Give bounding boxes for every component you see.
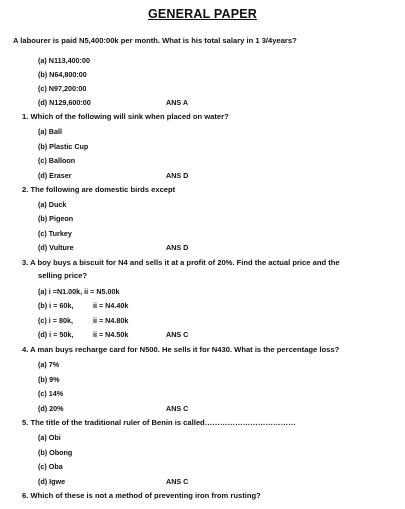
q3-option-d-ii: ii = N4.50k: [93, 330, 129, 339]
q3-option-c-ii: ii = N4.80k: [93, 316, 129, 325]
q1-option-d: (d) Eraser: [38, 171, 72, 180]
q6-question: 6. Which of these is not a method of preventing iron from rusting?: [22, 491, 261, 500]
q1-option-a: (a) Ball: [38, 127, 62, 136]
q3-option-b-ii: ii = N4.40k: [93, 301, 129, 310]
q5-answer: ANS C: [166, 477, 189, 486]
intro-option-b: (b) N64,800:00: [38, 70, 87, 79]
intro-answer: ANS A: [166, 98, 189, 107]
q4-answer: ANS C: [166, 404, 189, 413]
q5-option-c: (c) Oba: [38, 462, 63, 471]
q5-option-d: (d) Igwe: [38, 477, 66, 486]
q1-option-c: (c) Balloon: [38, 156, 76, 165]
q4-option-c: (c) 14%: [38, 389, 64, 398]
q5-option-b: (b) Obong: [38, 448, 73, 457]
intro-question: A labourer is paid N5,400:00k per month. What is his total salary in 1 3/4years?: [13, 36, 297, 45]
q2-option-d: (d) Vulture: [38, 243, 74, 252]
q4-question: 4. A man buys recharge card for N500. He sells it for N430. What is the percentage loss?: [22, 345, 340, 354]
q3-option-a: (a) i =N1.00k, ii = N5.00k: [38, 287, 120, 296]
q2-option-c: (c) Turkey: [38, 229, 72, 238]
q1-answer: ANS D: [166, 171, 189, 180]
q4-option-b: (b) 9%: [38, 375, 60, 384]
intro-option-d: (d) N129,600:00: [38, 98, 91, 107]
intro-option-c: (c) N97,200:00: [38, 84, 87, 93]
q3-option-c: (c) i = 80k,: [38, 316, 73, 325]
q5-question: 5. The title of the traditional ruler of Benin is called………………………………: [22, 418, 296, 427]
q2-option-a: (a) Duck: [38, 200, 67, 209]
q3-question-line2: selling price?: [38, 271, 87, 280]
page-title: GENERAL PAPER: [147, 7, 258, 21]
q5-option-a: (a) Obi: [38, 433, 61, 442]
q2-option-b: (b) Pigeon: [38, 214, 74, 223]
q1-option-b: (b) Plastic Cup: [38, 142, 89, 151]
q2-question: 2. The following are domestic birds except: [22, 185, 176, 194]
q4-option-d: (d) 20%: [38, 404, 64, 413]
q1-question: 1. Which of the following will sink when placed on water?: [22, 112, 229, 121]
q2-answer: ANS D: [166, 243, 189, 252]
q3-question-line1: 3. A boy buys a biscuit for N4 and sells it at a profit of 20%. Find the actual price and the: [22, 258, 340, 267]
q3-option-b: (b) i = 60k,: [38, 301, 74, 310]
q3-answer: ANS C: [166, 330, 189, 339]
q3-option-d: (d) i = 50k,: [38, 330, 74, 339]
intro-option-a: (a) N113,400:00: [38, 56, 90, 65]
q4-option-a: (a) 7%: [38, 360, 60, 369]
